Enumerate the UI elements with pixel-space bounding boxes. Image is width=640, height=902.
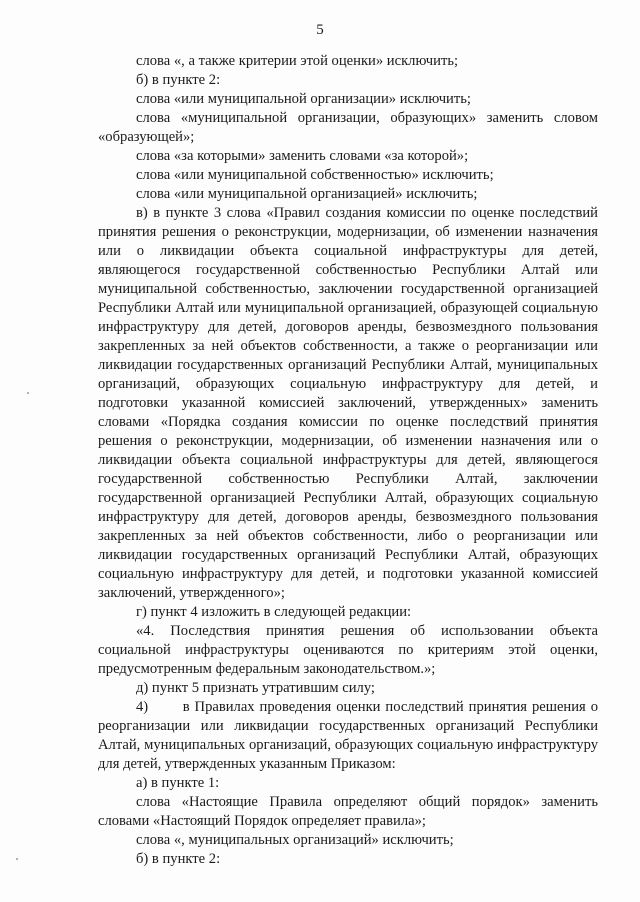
paragraph-10: «4. Последствия принятия решения об использовании объекта социальной инфраструктуры оцениваются по критериям этой оценки, предусмотренным федеральным законодательством.»;: [98, 623, 598, 677]
document-body: [98, 52, 598, 869]
paragraph-3: слова «или муниципальной организации» исключить;: [136, 91, 471, 107]
paragraph-1: слова «, а также критерии этой оценки» исключить;: [136, 53, 459, 69]
paragraph-12: 4) в Правилах проведения оценки последствий принятия решения о реорганизации или ликвидации государственных организаций Республики Алтай, муниципальных организаций, образующих социальную инфраструктуру для детей, утвержденных указанным Приказом:: [98, 699, 598, 772]
paragraph-5: слова «за которыми» заменить словами «за которой»;: [136, 148, 469, 164]
scan-speck: [27, 392, 29, 394]
paragraph-13: а) в пункте 1:: [136, 775, 220, 791]
page-number: 5: [316, 22, 324, 38]
paragraph-4: слова «муниципальной организации, образующих» заменить словом «образующей»;: [98, 110, 598, 145]
paragraph-14: слова «Настоящие Правила определяют общий порядок» заменить словами «Настоящий Порядок определяет правила»;: [98, 794, 598, 829]
paragraph-15: слова «, муниципальных организаций» исключить;: [136, 832, 454, 848]
paragraph-9: г) пункт 4 изложить в следующей редакции:: [136, 604, 412, 620]
scan-speck: [16, 858, 18, 860]
paragraph-16: б) в пункте 2:: [136, 851, 221, 867]
paragraph-11: д) пункт 5 признать утратившим силу;: [136, 680, 375, 696]
paragraph-8: в) в пункте 3 слова «Правил создания комиссии по оценке последствий принятия решения о реконструкции, модернизации, об изменении назначения или о ликвидации объекта социальной инфраструктуры для детей, являющегося государственной собственностью Республики Алтай или муниципальной собственностью, заключении государственной организацией Республики Алтай или муниципальной организацией, образующей социальную инфраструктуру для детей, договоров аренды, безвозмездного пользования закрепленных за ней объектов собственности, а также о реорганизации или ликвидации государственных организаций Республики Алтай, муниципальных организаций, образующих социальную инфраструктуру для детей, и подготовки указанной комиссией заключений, утвержденных» заменить словами «Порядка создания комиссии по оценке последствий принятия решения о реконструкции, модернизации, об изменении назначения или о ликвидации объекта социальной инфраструктуры для детей, являющегося государственной собственностью Республики Алтай, заключении государственной организацией Республики Алтай, образующих социальную инфраструктуру для детей, договоров аренды, безвозмездного пользования закрепленных за ней объектов собственности, либо о реорганизации или ликвидации государственных организаций Республики Алтай, образующих социальную инфраструктуру для детей, и подготовки указанной комиссией заключений, утвержденного»;: [98, 205, 598, 601]
paragraph-7: слова «или муниципальной организацией» исключить;: [136, 186, 478, 202]
paragraph-2: б) в пункте 2:: [136, 72, 221, 88]
paragraph-6: слова «или муниципальной собственностью» исключить;: [136, 167, 494, 183]
